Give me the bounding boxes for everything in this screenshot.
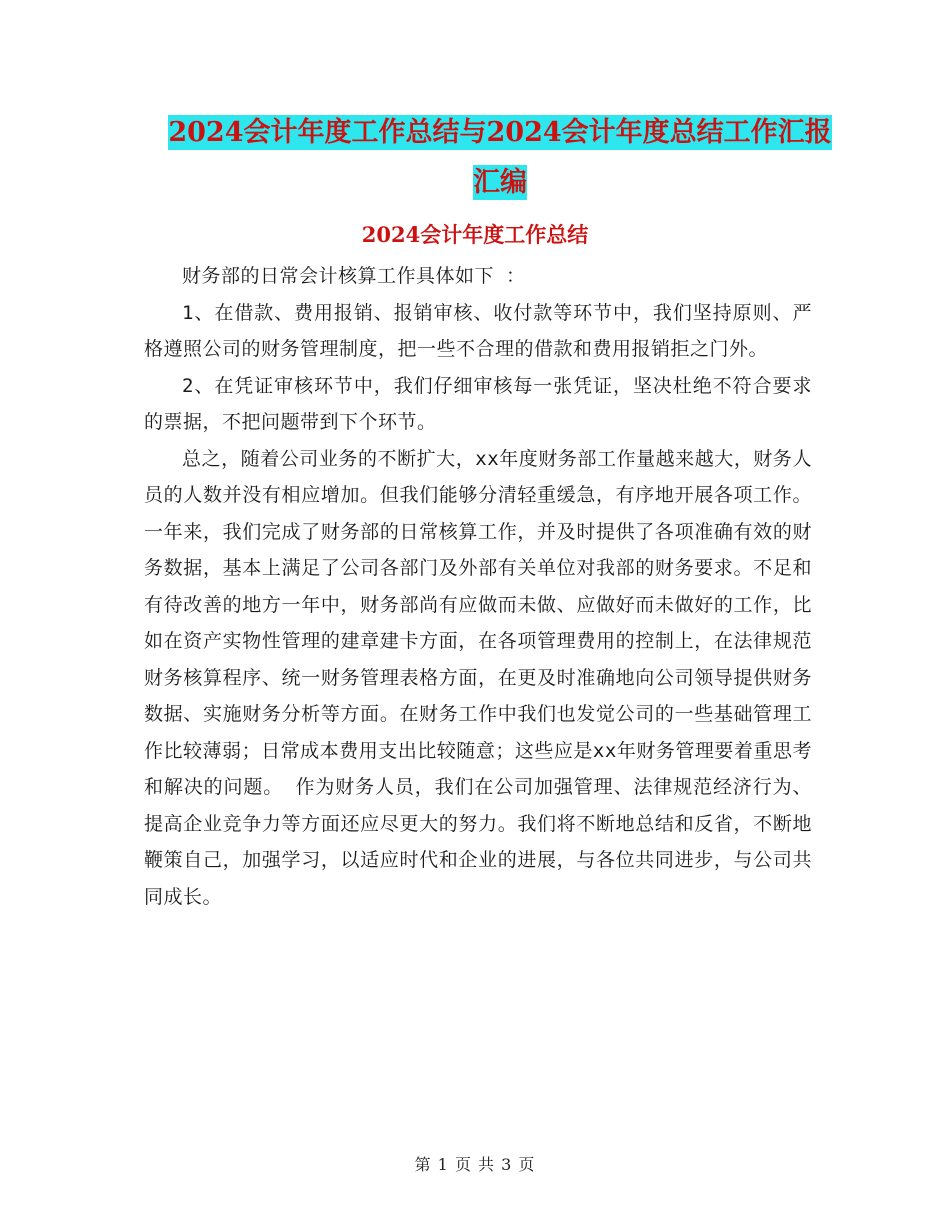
document-title bbox=[140, 108, 860, 208]
paragraph-item-2: 2、在凭证审核环节中，我们仔细审核每一张凭证，坚决杜绝不符合要求的票据，不把问题带到下个环节。 bbox=[144, 374, 812, 433]
document-title-line2: 汇编 bbox=[473, 167, 527, 198]
paragraph-summary: 总之，随着公司业务的不断扩大，xx年度财务部工作量越来越大，财务人员的人数并没有相应增加。但我们能够分清轻重缓急，有序地开展各项工作。一年来，我们完成了财务部的日常核算工作，并及时提供了各项准确有效的财务数据，基本上满足了公司各部门及外部有关单位对我部的财务要求。不足和有待改善的地方一年中，财务部尚有应做而未做、应做好而未做好的工作，比如在资产实物性管理的建章建卡方面，在各项管理费用的控制上，在法律规范财务核算程序、统一财务管理表格方面，在更及时准确地向公司领导提供财务数据、实施财务分析等方面。在财务工作中我们也发觉公司的一些基础管理工作比较薄弱；日常成本费用支出比较随意；这些应是xx年财务管理要着重思考和解决的问题。 作为财务人员，我们在公司加强管理、法律规范经济行为、提高企业竞争力等方面还应尽更大的努力。我们将不断地总结和反省，不断地鞭策自己，加强学习，以适应时代和企业的进展，与各位共同进步，与公司共同成长。 bbox=[144, 447, 812, 908]
document-title-line1: 2024会计年度工作总结与2024会计年度总结工作汇报 bbox=[168, 117, 832, 148]
paragraph-item-1: 1、在借款、费用报销、报销审核、收付款等环节中，我们坚持原则、严格遵照公司的财务管理制度，把一些不合理的借款和费用报销拒之门外。 bbox=[144, 301, 812, 360]
page-footer: 第 1 页 共 3 页 bbox=[414, 1155, 536, 1174]
section-title: 2024会计年度工作总结 bbox=[361, 222, 589, 247]
paragraph-intro: 财务部的日常会计核算工作具体如下 ： bbox=[182, 265, 526, 287]
document-body bbox=[144, 258, 812, 915]
